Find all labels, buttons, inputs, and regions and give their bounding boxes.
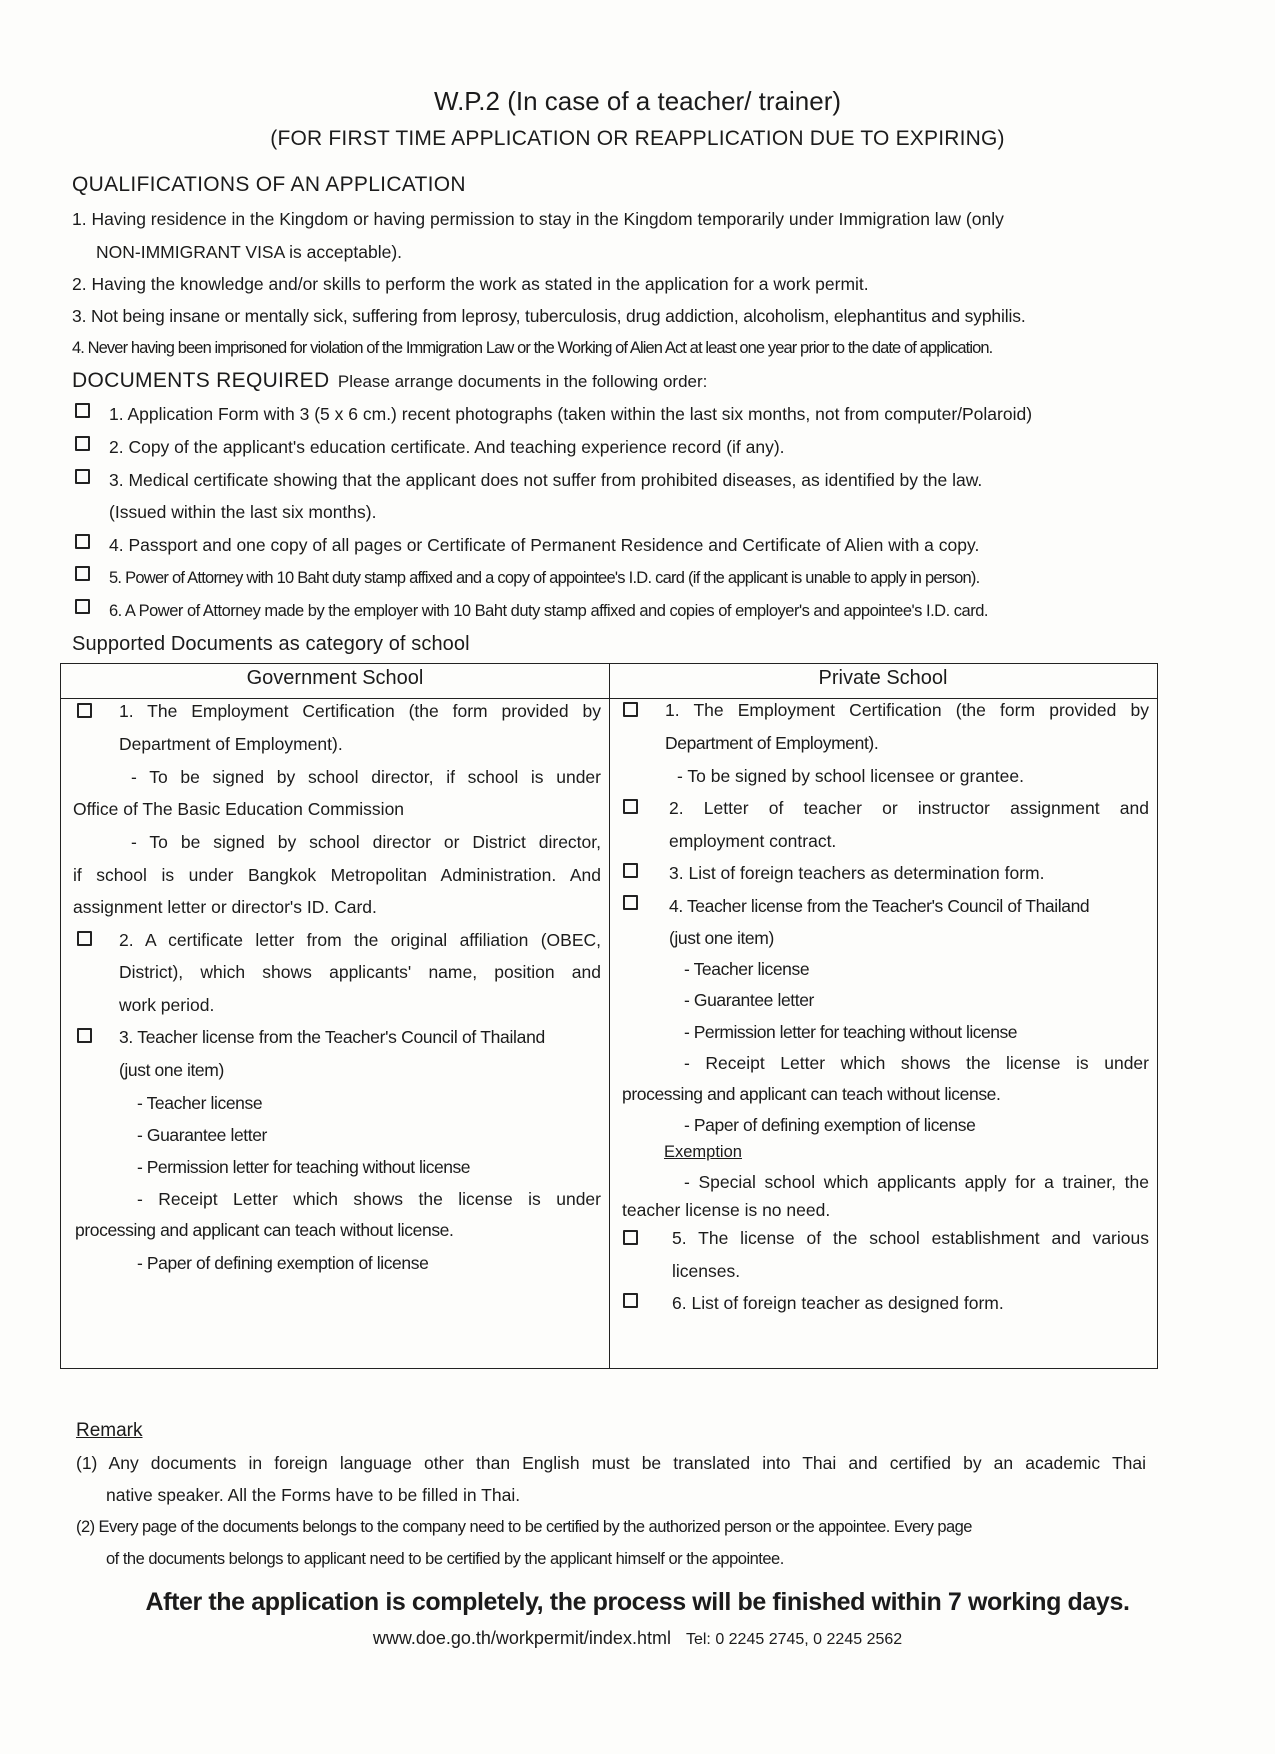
checkbox-priv-3[interactable] — [623, 863, 638, 878]
qualifications-heading: QUALIFICATIONS OF AN APPLICATION — [72, 173, 466, 196]
qualification-item: 2. Having the knowledge and/or skills to perform the work as stated in the application for a work permit. — [72, 274, 869, 294]
footer — [0, 1628, 1275, 1649]
document-item: 2. Copy of the applicant's education certificate. And teaching experience record (if any). — [109, 437, 785, 457]
priv-line: 1. The Employment Certification (the form provided by — [665, 700, 1149, 720]
priv-line: - Paper of defining exemption of license — [684, 1115, 976, 1135]
qualification-item: 4. Never having been imprisoned for violation of the Immigration Law or the Working of Alien Act at least one year prior to the date of application. — [72, 339, 993, 357]
checkbox-priv-2[interactable] — [623, 799, 638, 814]
document-item: 4. Passport and one copy of all pages or Certificate of Permanent Residence and Certificate of Alien with a copy. — [109, 535, 980, 555]
checkbox-doc-4[interactable] — [75, 534, 90, 549]
priv-line: 2. Letter of teacher or instructor assignment and — [669, 798, 1149, 818]
priv-line: employment contract. — [669, 831, 837, 851]
documents-heading-row — [72, 369, 707, 393]
priv-line: 6. List of foreign teacher as designed form. — [672, 1293, 1004, 1313]
gov-line: - To be signed by school director, if school is under — [131, 767, 601, 787]
gov-line: (just one item) — [119, 1060, 224, 1080]
checkbox-gov-3[interactable] — [77, 1028, 92, 1043]
checkbox-gov-2[interactable] — [77, 931, 92, 946]
gov-line: 1. The Employment Certification (the form provided by — [119, 701, 601, 721]
footer-tel: Tel: 0 2245 2745, 0 2245 2562 — [685, 1631, 903, 1648]
checkbox-doc-2[interactable] — [75, 436, 90, 451]
documents-instruction: Please arrange documents in the following order: — [337, 372, 708, 391]
processing-time-note: After the application is completely, the process will be finished within 7 working days. — [145, 1588, 1130, 1616]
priv-line: (just one item) — [669, 928, 774, 948]
private-school-header: Private School — [818, 667, 948, 689]
gov-line: - To be signed by school director or District director, — [131, 832, 601, 852]
gov-line: processing and applicant can teach without license. — [75, 1220, 454, 1240]
gov-line: assignment letter or director's ID. Card. — [73, 897, 377, 917]
priv-line: teacher license is no need. — [622, 1200, 831, 1220]
government-school-header: Government School — [246, 667, 424, 689]
gov-line: 2. A certificate letter from the original affiliation (OBEC, — [119, 930, 601, 950]
exemption-heading: Exemption — [664, 1143, 742, 1161]
school-documents-table — [60, 663, 1158, 1369]
checkbox-priv-1[interactable] — [623, 702, 638, 717]
footer-url[interactable]: www.doe.go.th/workpermit/index.html — [372, 1628, 671, 1648]
checkbox-doc-5[interactable] — [75, 566, 90, 581]
document-item: 6. A Power of Attorney made by the employer with 10 Baht duty stamp affixed and copies of employer's and appointee's I.D. card. — [109, 602, 988, 620]
gov-line: District), which shows applicants' name, position and — [119, 962, 601, 982]
priv-line: 5. The license of the school establishment and various — [672, 1228, 1149, 1248]
checkbox-doc-1[interactable] — [75, 403, 90, 418]
checkbox-doc-3[interactable] — [75, 469, 90, 484]
gov-line: - Paper of defining exemption of license — [137, 1253, 429, 1273]
gov-line: - Teacher license — [137, 1093, 263, 1113]
priv-line: - Receipt Letter which shows the license is under — [684, 1053, 1149, 1073]
page-title: W.P.2 (In case of a teacher/ trainer) — [433, 86, 842, 116]
remark-heading: Remark — [76, 1420, 143, 1441]
documents-heading: DOCUMENTS REQUIRED — [72, 369, 330, 392]
priv-line: licenses. — [672, 1261, 741, 1281]
gov-line: Department of Employment). — [119, 734, 343, 754]
remark-line: (1) Any documents in foreign language other than English must be translated into Thai and certified by an academic Thai — [76, 1453, 1146, 1473]
gov-line: Office of The Basic Education Commission — [73, 799, 405, 819]
remark-line: (2) Every page of the documents belongs to the company need to be certified by the authorized person or the appointee. Every page — [76, 1518, 972, 1536]
priv-line: - To be signed by school licensee or grantee. — [677, 766, 1024, 786]
supported-heading: Supported Documents as category of school — [72, 633, 470, 655]
qualification-item: 1. Having residence in the Kingdom or having permission to stay in the Kingdom temporarily under Immigration law (only — [72, 209, 1004, 229]
page-subtitle: (FOR FIRST TIME APPLICATION OR REAPPLICATION DUE TO EXPIRING) — [270, 127, 1005, 150]
document-item: 1. Application Form with 3 (5 x 6 cm.) recent photographs (taken within the last six months, not from computer/Polaroid) — [109, 404, 1033, 424]
checkbox-priv-5[interactable] — [623, 1230, 638, 1245]
priv-line: 4. Teacher license from the Teacher's Council of Thailand — [669, 896, 1090, 916]
gov-line: - Guarantee letter — [137, 1125, 267, 1145]
checkbox-gov-1[interactable] — [77, 703, 92, 718]
checkbox-priv-4[interactable] — [623, 895, 638, 910]
checkbox-doc-6[interactable] — [75, 599, 90, 614]
priv-line: - Teacher license — [684, 959, 810, 979]
priv-line: - Guarantee letter — [684, 990, 814, 1010]
priv-line: - Special school which applicants apply for a trainer, the — [684, 1172, 1149, 1192]
gov-line: - Permission letter for teaching without license — [137, 1157, 470, 1177]
document-item: (Issued within the last six months). — [109, 502, 377, 522]
priv-line: Department of Employment). — [665, 733, 879, 753]
document-item: 3. Medical certificate showing that the applicant does not suffer from prohibited diseases, as identified by the law. — [109, 470, 983, 490]
gov-line: work period. — [119, 995, 215, 1015]
gov-line: - Receipt Letter which shows the license is under — [137, 1189, 601, 1209]
priv-line: 3. List of foreign teachers as determination form. — [669, 863, 1045, 883]
document-item: 5. Power of Attorney with 10 Baht duty stamp affixed and a copy of appointee's I.D. card (if the applicant is unable to apply in person). — [109, 569, 980, 587]
remark-line: of the documents belongs to applicant need to be certified by the applicant himself or the appointee. — [106, 1550, 784, 1568]
priv-line: processing and applicant can teach without license. — [622, 1084, 1001, 1104]
qualification-item: 3. Not being insane or mentally sick, suffering from leprosy, tuberculosis, drug addiction, alcoholism, elephantitus and syphilis. — [72, 306, 1026, 326]
table-column-divider — [609, 664, 610, 1368]
remark-line: native speaker. All the Forms have to be filled in Thai. — [106, 1485, 521, 1505]
checkbox-priv-6[interactable] — [623, 1293, 638, 1308]
gov-line: if school is under Bangkok Metropolitan Administration. And — [73, 865, 601, 885]
priv-line: - Permission letter for teaching without license — [684, 1022, 1017, 1042]
qualification-item: NON-IMMIGRANT VISA is acceptable). — [96, 242, 403, 262]
gov-line: 3. Teacher license from the Teacher's Council of Thailand — [119, 1027, 545, 1047]
